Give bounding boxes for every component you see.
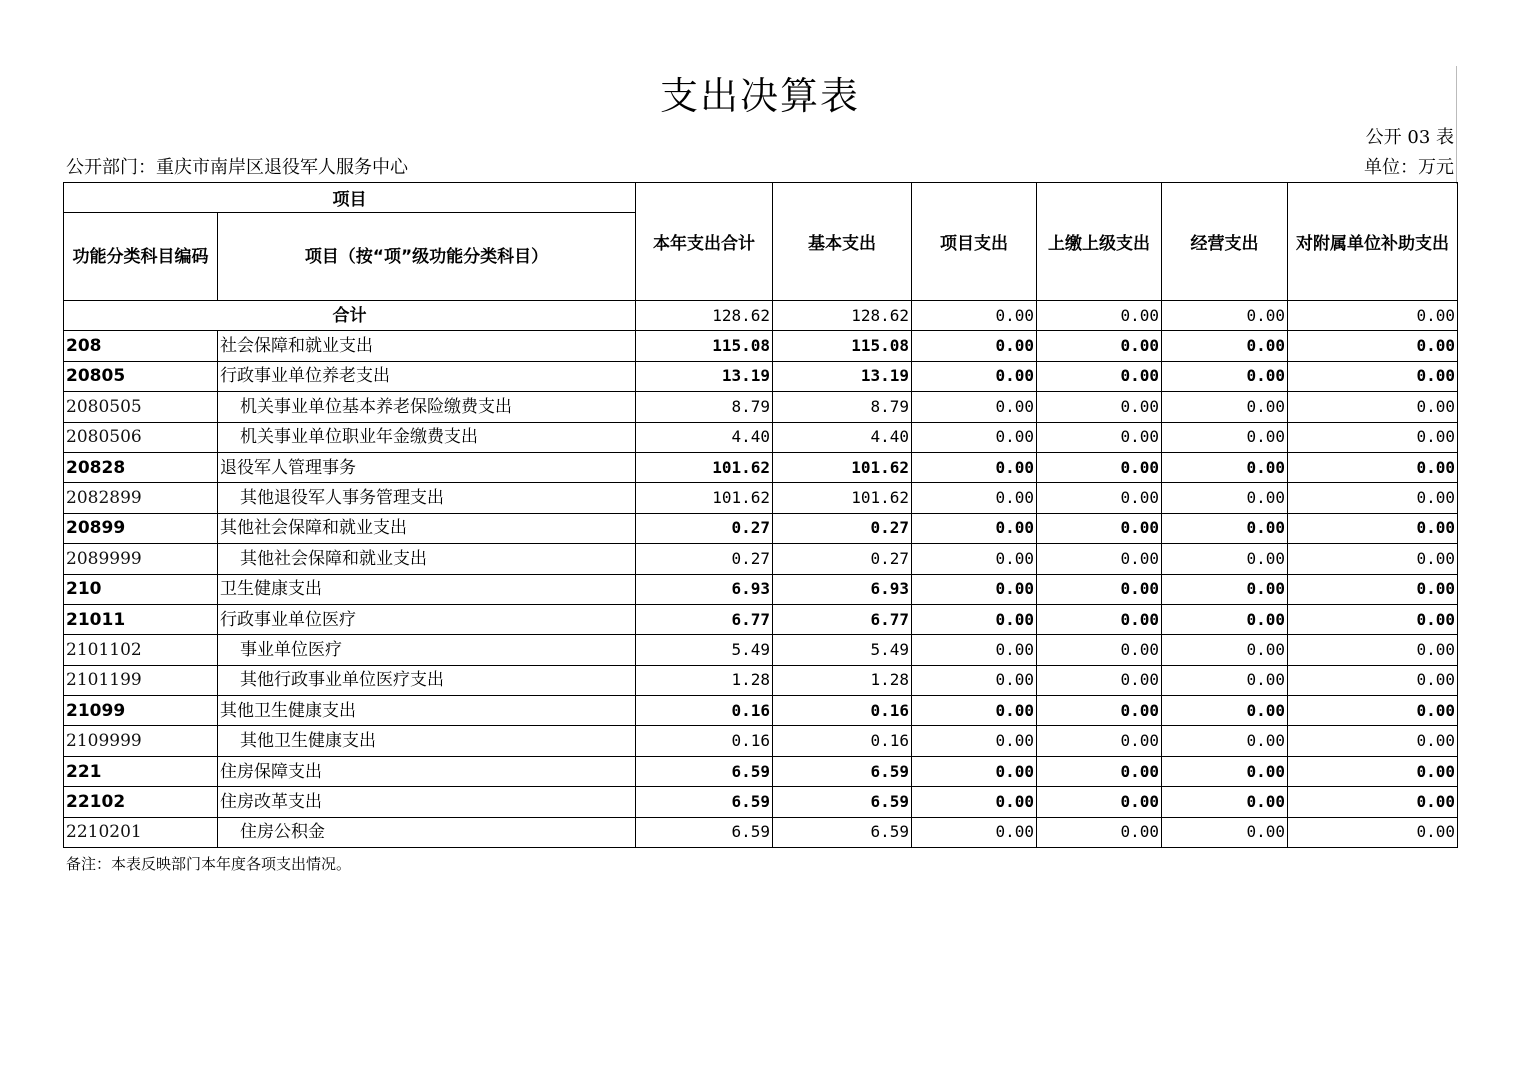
row-value: 0.00 xyxy=(912,361,1037,391)
row-value: 0.27 xyxy=(636,513,773,543)
table-row xyxy=(64,574,1458,604)
table-row xyxy=(64,787,1458,817)
row-name: 其他卫生健康支出 xyxy=(218,726,636,756)
row-value: 6.59 xyxy=(773,817,912,847)
row-value: 0.27 xyxy=(773,513,912,543)
table-row xyxy=(64,726,1458,756)
row-name: 其他社会保障和就业支出 xyxy=(218,513,636,543)
row-value: 0.00 xyxy=(912,726,1037,756)
row-value: 8.79 xyxy=(773,392,912,422)
total-value: 0.00 xyxy=(1037,301,1162,331)
row-code: 21099 xyxy=(64,696,218,726)
row-name: 退役军人管理事务 xyxy=(218,452,636,482)
header-total: 本年支出合计 xyxy=(636,183,773,301)
table-row xyxy=(64,331,1458,361)
row-value: 0.00 xyxy=(912,513,1037,543)
table-row xyxy=(64,635,1458,665)
row-name: 事业单位医疗 xyxy=(218,635,636,665)
table-row xyxy=(64,513,1458,543)
row-name: 卫生健康支出 xyxy=(218,574,636,604)
row-value: 101.62 xyxy=(773,483,912,513)
row-code: 208 xyxy=(64,331,218,361)
row-name: 行政事业单位医疗 xyxy=(218,604,636,634)
header-subsidy: 对附属单位补助支出 xyxy=(1288,183,1458,301)
row-code: 221 xyxy=(64,756,218,786)
row-value: 0.00 xyxy=(1162,635,1288,665)
row-value: 6.77 xyxy=(636,604,773,634)
header-upper-payment: 上缴上级支出 xyxy=(1037,183,1162,301)
row-value: 0.16 xyxy=(636,696,773,726)
row-value: 0.00 xyxy=(912,635,1037,665)
row-value: 0.00 xyxy=(1288,452,1458,482)
row-value: 101.62 xyxy=(636,452,773,482)
row-value: 0.00 xyxy=(1162,452,1288,482)
row-value: 13.19 xyxy=(636,361,773,391)
row-value: 0.00 xyxy=(1288,665,1458,695)
row-value: 0.00 xyxy=(912,544,1037,574)
row-value: 4.40 xyxy=(636,422,773,452)
row-value: 0.00 xyxy=(912,422,1037,452)
row-value: 0.00 xyxy=(1037,696,1162,726)
total-value: 0.00 xyxy=(912,301,1037,331)
total-value: 128.62 xyxy=(636,301,773,331)
header-basic: 基本支出 xyxy=(773,183,912,301)
table-row xyxy=(64,392,1458,422)
row-value: 0.00 xyxy=(912,665,1037,695)
row-code: 20828 xyxy=(64,452,218,482)
row-name: 机关事业单位基本养老保险缴费支出 xyxy=(218,392,636,422)
row-value: 0.00 xyxy=(1288,635,1458,665)
row-value: 0.00 xyxy=(1037,422,1162,452)
row-value: 0.00 xyxy=(1162,726,1288,756)
row-code: 2080506 xyxy=(64,422,218,452)
total-value: 128.62 xyxy=(773,301,912,331)
row-value: 0.00 xyxy=(1037,392,1162,422)
row-value: 4.40 xyxy=(773,422,912,452)
row-code: 21011 xyxy=(64,604,218,634)
row-value: 0.00 xyxy=(1288,392,1458,422)
row-value: 6.59 xyxy=(636,756,773,786)
header-business: 经营支出 xyxy=(1162,183,1288,301)
row-value: 13.19 xyxy=(773,361,912,391)
row-value: 0.16 xyxy=(636,726,773,756)
footnote: 备注：本表反映部门本年度各项支出情况。 xyxy=(66,855,352,873)
row-value: 115.08 xyxy=(773,331,912,361)
row-value: 0.00 xyxy=(1162,604,1288,634)
row-value: 0.00 xyxy=(1288,361,1458,391)
row-code: 22102 xyxy=(64,787,218,817)
row-code: 2101199 xyxy=(64,665,218,695)
row-value: 8.79 xyxy=(636,392,773,422)
row-value: 0.00 xyxy=(912,483,1037,513)
expenditure-table xyxy=(63,182,1458,848)
row-value: 0.00 xyxy=(1037,544,1162,574)
row-value: 0.00 xyxy=(1162,787,1288,817)
table-row xyxy=(64,817,1458,847)
row-value: 6.93 xyxy=(773,574,912,604)
row-name: 其他退役军人事务管理支出 xyxy=(218,483,636,513)
row-value: 0.00 xyxy=(1037,787,1162,817)
row-value: 6.59 xyxy=(636,817,773,847)
row-value: 0.16 xyxy=(773,726,912,756)
total-value: 0.00 xyxy=(1288,301,1458,331)
row-value: 0.00 xyxy=(1288,513,1458,543)
row-value: 0.00 xyxy=(1288,483,1458,513)
table-row xyxy=(64,665,1458,695)
table-row xyxy=(64,604,1458,634)
row-value: 0.16 xyxy=(773,696,912,726)
row-value: 0.00 xyxy=(1288,331,1458,361)
row-value: 0.00 xyxy=(1162,665,1288,695)
row-name: 其他行政事业单位医疗支出 xyxy=(218,665,636,695)
table-row xyxy=(64,452,1458,482)
row-value: 0.00 xyxy=(1288,696,1458,726)
row-code: 210 xyxy=(64,574,218,604)
row-code: 2089999 xyxy=(64,544,218,574)
row-value: 0.00 xyxy=(1162,513,1288,543)
row-value: 0.00 xyxy=(1288,817,1458,847)
row-code: 2080505 xyxy=(64,392,218,422)
header-project-expense: 项目支出 xyxy=(912,183,1037,301)
row-value: 6.93 xyxy=(636,574,773,604)
header-project-group: 项目 xyxy=(64,183,636,213)
row-value: 0.00 xyxy=(1288,604,1458,634)
table-row xyxy=(64,422,1458,452)
table-number: 公开 03 表 xyxy=(1365,127,1454,148)
department-label: 公开部门：重庆市南岸区退役军人服务中心 xyxy=(66,157,408,178)
header-name: 项目（按“项”级功能分类科目） xyxy=(218,213,636,301)
row-value: 0.00 xyxy=(912,756,1037,786)
row-value: 0.00 xyxy=(1162,817,1288,847)
row-name: 社会保障和就业支出 xyxy=(218,331,636,361)
row-value: 0.00 xyxy=(1162,756,1288,786)
row-value: 1.28 xyxy=(773,665,912,695)
row-value: 6.59 xyxy=(773,756,912,786)
row-value: 0.00 xyxy=(1037,726,1162,756)
table-row xyxy=(64,483,1458,513)
total-row xyxy=(64,301,1458,331)
row-name: 机关事业单位职业年金缴费支出 xyxy=(218,422,636,452)
row-value: 6.77 xyxy=(773,604,912,634)
unit-label: 单位：万元 xyxy=(1364,157,1454,178)
total-label: 合计 xyxy=(64,301,636,331)
row-code: 20899 xyxy=(64,513,218,543)
table-row xyxy=(64,756,1458,786)
row-value: 6.59 xyxy=(636,787,773,817)
row-name: 住房公积金 xyxy=(218,817,636,847)
row-value: 0.00 xyxy=(912,392,1037,422)
row-value: 0.00 xyxy=(1037,665,1162,695)
row-value: 0.00 xyxy=(1162,331,1288,361)
row-name: 住房保障支出 xyxy=(218,756,636,786)
row-value: 6.59 xyxy=(773,787,912,817)
row-value: 5.49 xyxy=(773,635,912,665)
row-value: 0.00 xyxy=(1037,574,1162,604)
row-code: 2082899 xyxy=(64,483,218,513)
row-value: 0.00 xyxy=(1162,392,1288,422)
total-value: 0.00 xyxy=(1162,301,1288,331)
row-value: 0.00 xyxy=(1037,483,1162,513)
row-value: 0.00 xyxy=(1162,544,1288,574)
row-value: 0.00 xyxy=(1288,422,1458,452)
row-value: 0.00 xyxy=(912,817,1037,847)
row-value: 0.00 xyxy=(1162,422,1288,452)
row-code: 2109999 xyxy=(64,726,218,756)
table-row xyxy=(64,544,1458,574)
row-name: 其他社会保障和就业支出 xyxy=(218,544,636,574)
row-value: 0.00 xyxy=(1037,513,1162,543)
row-value: 0.00 xyxy=(1288,787,1458,817)
row-value: 0.27 xyxy=(773,544,912,574)
row-code: 2101102 xyxy=(64,635,218,665)
row-value: 0.00 xyxy=(912,452,1037,482)
row-value: 0.00 xyxy=(1037,756,1162,786)
row-value: 0.00 xyxy=(1162,361,1288,391)
row-value: 0.00 xyxy=(1037,452,1162,482)
row-code: 20805 xyxy=(64,361,218,391)
row-value: 0.00 xyxy=(1288,726,1458,756)
row-value: 0.00 xyxy=(1162,696,1288,726)
row-value: 0.00 xyxy=(1162,483,1288,513)
row-name: 行政事业单位养老支出 xyxy=(218,361,636,391)
table-row xyxy=(64,361,1458,391)
row-value: 0.00 xyxy=(1037,817,1162,847)
row-value: 0.00 xyxy=(1288,544,1458,574)
row-value: 101.62 xyxy=(773,452,912,482)
row-value: 5.49 xyxy=(636,635,773,665)
row-value: 1.28 xyxy=(636,665,773,695)
table-row xyxy=(64,696,1458,726)
row-code: 2210201 xyxy=(64,817,218,847)
row-value: 101.62 xyxy=(636,483,773,513)
row-value: 0.00 xyxy=(912,331,1037,361)
row-value: 0.00 xyxy=(912,574,1037,604)
row-value: 0.00 xyxy=(1162,574,1288,604)
page-title: 支出决算表 xyxy=(659,74,860,118)
row-value: 0.27 xyxy=(636,544,773,574)
row-value: 0.00 xyxy=(1288,756,1458,786)
header-code: 功能分类科目编码 xyxy=(64,213,218,301)
row-value: 115.08 xyxy=(636,331,773,361)
row-value: 0.00 xyxy=(1037,361,1162,391)
row-name: 其他卫生健康支出 xyxy=(218,696,636,726)
row-value: 0.00 xyxy=(1037,604,1162,634)
row-value: 0.00 xyxy=(1288,574,1458,604)
row-value: 0.00 xyxy=(912,696,1037,726)
row-name: 住房改革支出 xyxy=(218,787,636,817)
row-value: 0.00 xyxy=(1037,635,1162,665)
row-value: 0.00 xyxy=(912,604,1037,634)
row-value: 0.00 xyxy=(912,787,1037,817)
row-value: 0.00 xyxy=(1037,331,1162,361)
